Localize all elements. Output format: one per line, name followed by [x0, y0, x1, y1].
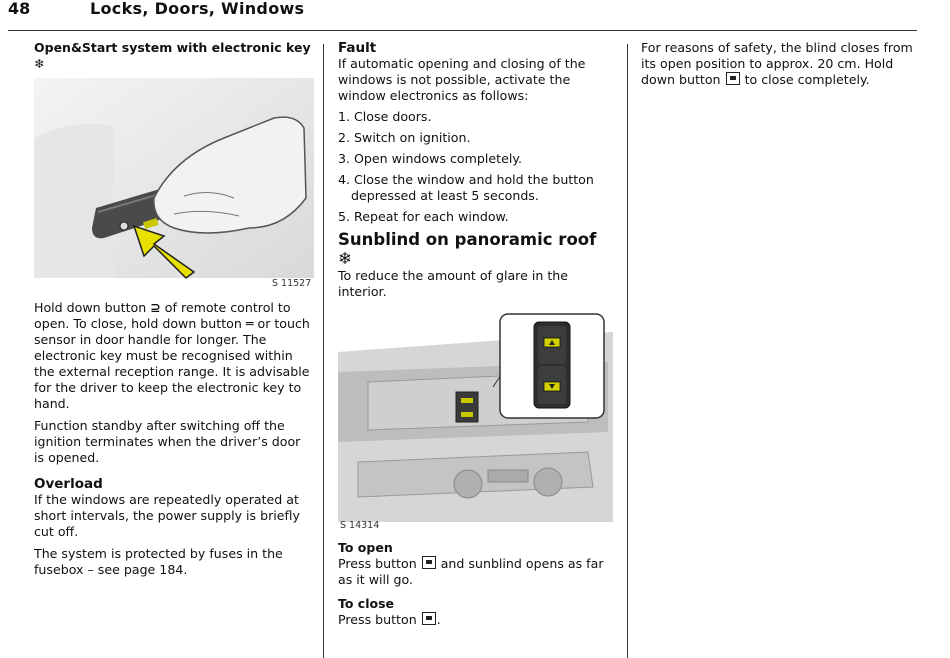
- para-safety: [641, 40, 921, 88]
- list-item: 4. Close the window and hold the button depressed at least 5 seconds.: [338, 172, 594, 203]
- section-title-fault: Fault: [338, 40, 377, 56]
- column-divider-2: [627, 44, 628, 658]
- subtitle-to-open: To open: [338, 540, 393, 555]
- para-to-close-b: .: [436, 612, 441, 627]
- lock-button-symbol: ═: [245, 316, 254, 331]
- para-to-open-a: Press button: [338, 556, 417, 571]
- para-open-close-a: Hold down button: [34, 300, 147, 315]
- para-to-close-a: Press button: [338, 612, 417, 627]
- figure-label-1: S 11527: [272, 278, 312, 289]
- chapter-title: Locks, Doors, Windows: [90, 0, 305, 18]
- figure-label-2: S 14314: [340, 520, 380, 531]
- para-safety-a: For reasons of safety, the blind closes from its open position to approx. 20 cm. Hold down button: [641, 40, 913, 87]
- list-item: 5. Repeat for each window.: [338, 209, 509, 224]
- sunblind-close-button-icon: [422, 612, 436, 625]
- figure-sunblind-switch: [338, 312, 613, 534]
- para-sunblind-intro: To reduce the amount of glare in the interior.: [338, 268, 568, 299]
- para-open-close-b: of remote control to open. To close, hold down button: [34, 300, 291, 331]
- para-fault-intro: If automatic opening and closing of the windows is not possible, activate the window electronics as follows:: [338, 56, 586, 103]
- sunblind-close-button-icon: [726, 72, 740, 85]
- column-divider-1: [323, 44, 324, 658]
- para-to-close: [338, 612, 613, 628]
- subtitle-to-close: To close: [338, 596, 395, 611]
- para-open-close: [34, 300, 314, 412]
- unlock-button-symbol: ⊇: [150, 300, 161, 315]
- sunblind-switch-illustration: [338, 312, 613, 534]
- section-title-overload: Overload: [34, 476, 103, 492]
- para-overload-2: The system is protected by fuses in the fusebox – see page 184.: [34, 546, 283, 577]
- column-2: [338, 40, 613, 628]
- fault-steps-list: [338, 109, 613, 225]
- column-1: [34, 40, 314, 578]
- section-title-sunblind: Sunblind on panoramic roof ❄: [338, 230, 597, 268]
- header-rule: [8, 30, 917, 31]
- list-item: 1. Close doors.: [338, 109, 432, 124]
- para-open-close-c: or touch sensor in door handle for longer. The electronic key must be recognised within the external reception range. It is advisable for the driver to keep the electronic key to hand.: [34, 316, 310, 411]
- para-standby: Function standby after switching off the ignition terminates when the driver’s door is opened.: [34, 418, 301, 465]
- para-safety-b: to close completely.: [744, 72, 870, 87]
- page-header: [8, 0, 918, 24]
- section-title-open-start: Open&Start system with electronic key ❄: [34, 40, 311, 71]
- list-item: 3. Open windows completely.: [338, 151, 522, 166]
- key-handle-illustration: [34, 78, 314, 290]
- para-to-open: [338, 556, 613, 588]
- page-number: 48: [8, 0, 31, 18]
- figure-key-door-handle: [34, 78, 314, 290]
- list-item: 2. Switch on ignition.: [338, 130, 471, 145]
- sunblind-open-button-icon: [422, 556, 436, 569]
- para-overload-1: If the windows are repeatedly operated at short intervals, the power supply is briefly cut off.: [34, 492, 300, 539]
- para-to-open-b: and sunblind opens as far as it will go.: [338, 556, 604, 587]
- column-3: [641, 40, 921, 88]
